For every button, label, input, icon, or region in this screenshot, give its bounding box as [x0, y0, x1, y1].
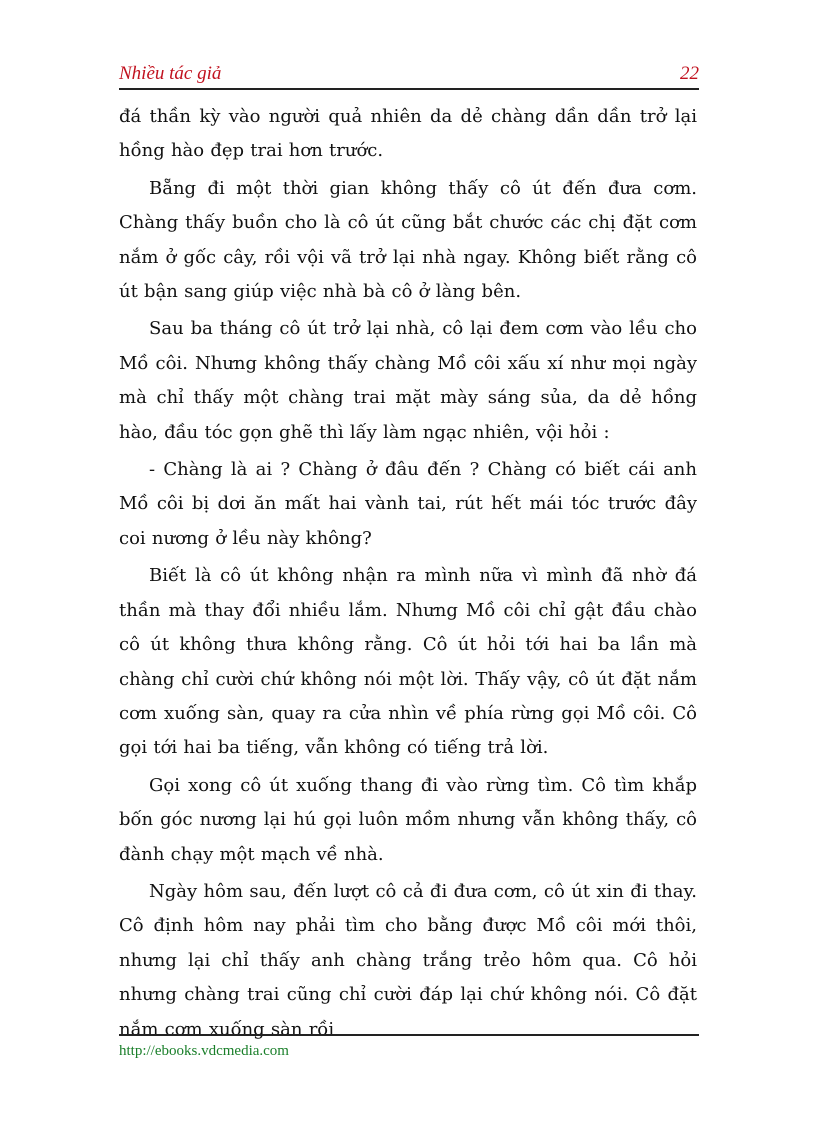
page-header — [119, 58, 699, 90]
page-body — [119, 100, 697, 1050]
header-author: Nhiều tác giả — [119, 63, 222, 84]
page-number: 22 — [680, 63, 699, 84]
paragraph: Sau ba tháng cô út trở lại nhà, cô lại đem cơm vào lều cho Mồ côi. Nhưng không thấy chàng Mồ côi xấu xí như mọi ngày mà chỉ thấy một chàng trai mặt mày sáng sủa, da dẻ hồng hào, đầu tóc gọn ghẽ thì lấy làm ngạc nhiên, vội hỏi : — [119, 318, 697, 443]
paragraph: Ngày hôm sau, đến lượt cô cả đi đưa cơm, cô út xin đi thay. Cô định hôm nay phải tìm cho bằng được Mồ côi mới thôi, nhưng lại chỉ thấy anh chàng trắng trẻo hôm qua. Cô hỏi nhưng chàng trai cũng chỉ cười đáp lại chứ không nói. Cô đặt nắm cơm xuống sàn rồi — [119, 880, 697, 1040]
paragraph: Bẵng đi một thời gian không thấy cô út đến đưa cơm. Chàng thấy buồn cho là cô út cũng bắt chước các chị đặt cơm nắm ở gốc cây, rồi vội vã trở lại nhà ngay. Không biết rằng cô út bận sang giúp việc nhà bà cô ở làng bên. — [119, 177, 697, 303]
paragraph: Biết là cô út không nhận ra mình nữa vì mình đã nhờ đá thần mà thay đổi nhiều lắm. Nhưng Mồ côi chỉ gật đầu chào cô út không thưa không rằng. Cô út hỏi tới hai ba lần mà chàng chỉ cười chứ không nói một lời. Thấy vậy, cô út đặt nắm cơm xuống sàn, quay ra cửa nhìn về phía rừng gọi Mồ côi. Cô gọi tới hai ba tiếng, vẫn không có tiếng trả lời. — [119, 565, 697, 759]
footer-divider — [119, 1034, 699, 1036]
paragraph: - Chàng là ai ? Chàng ở đâu đến ? Chàng có biết cái anh Mồ côi bị dơi ăn mất hai vành tai, rút hết mái tóc trước đây coi nương ở lều này không? — [119, 459, 697, 549]
paragraph: Gọi xong cô út xuống thang đi vào rừng tìm. Cô tìm khắp bốn góc nương lại hú gọi luôn mồm nhưng vẫn không thấy, cô đành chạy một mạch về nhà. — [119, 774, 697, 865]
footer-link[interactable]: http://ebooks.vdcmedia.com — [119, 1043, 289, 1059]
paragraph: đá thần kỳ vào người quả nhiên da dẻ chàng dần dần trở lại hồng hào đẹp trai hơn trước. — [119, 106, 697, 162]
